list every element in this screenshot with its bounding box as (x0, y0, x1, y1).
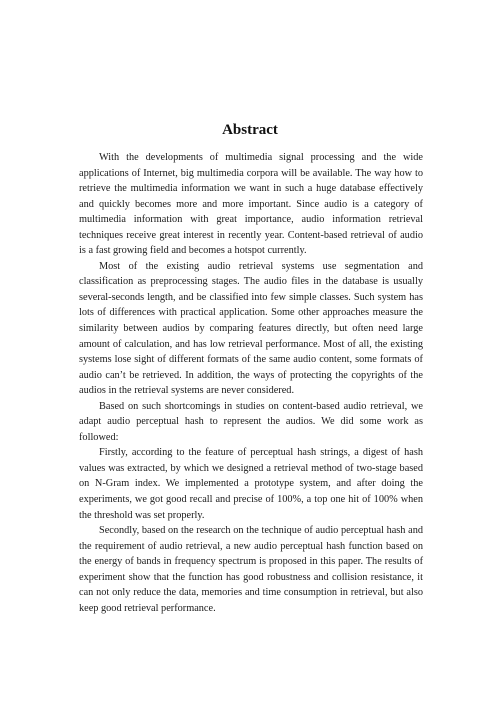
abstract-paragraph-4: Firstly, according to the feature of perceptual hash strings, a digest of hash values was extracted, by which we designed a retrieval method of two-stage based on N-Gram index. We implemented a prototype system, and after doing the experiments, we got good recall and precise of 100%, a top one hit of 100% when the threshold was set properly. (79, 447, 423, 521)
abstract-title: Abstract (222, 122, 278, 138)
abstract-paragraph-3: Based on such shortcomings in studies on content-based audio retrieval, we adapt audio perceptual hash to represent the audios. We did some work as followed: (79, 400, 423, 443)
abstract-body (79, 150, 423, 616)
abstract-paragraph-2: Most of the existing audio retrieval systems use segmentation and classification as preprocessing stages. The audio files in the database is usually several-seconds length, and be classified into few simple classes. Such system has lots of differences with practical application. Some other approaches measure the similarity between audios by comparing features directly, but often need large amount of calculation, and has low retrieval performance. Most of all, the existing systems lose sight of different formats of the same audio content, some formats of audio can’t be retrieved. In addition, the ways of protecting the copyrights of the audios in the retrieval systems are never considered. (79, 260, 423, 397)
abstract-paragraph-5: Secondly, based on the research on the technique of audio perceptual hash and the requirement of audio retrieval, a new audio perceptual hash function based on the energy of bands in frequency spectrum is proposed in this paper. The results of experiment show that the function has good robustness and collision resistance, it can not only reduce the data, memories and time consumption in retrieval, but also keep good retrieval performance. (79, 525, 423, 614)
abstract-paragraph-1: With the developments of multimedia signal processing and the wide applications of Internet, big multimedia corpora will be available. The way how to retrieve the multimedia information we want in such a huge database effectively and quickly becomes more and more important. Since audio is a category of multimedia information with great importance, audio information retrieval techniques receive great interest in recently year. Content-based retrieval of audio is a fast growing field and becomes a hotspot currently. (79, 152, 423, 257)
